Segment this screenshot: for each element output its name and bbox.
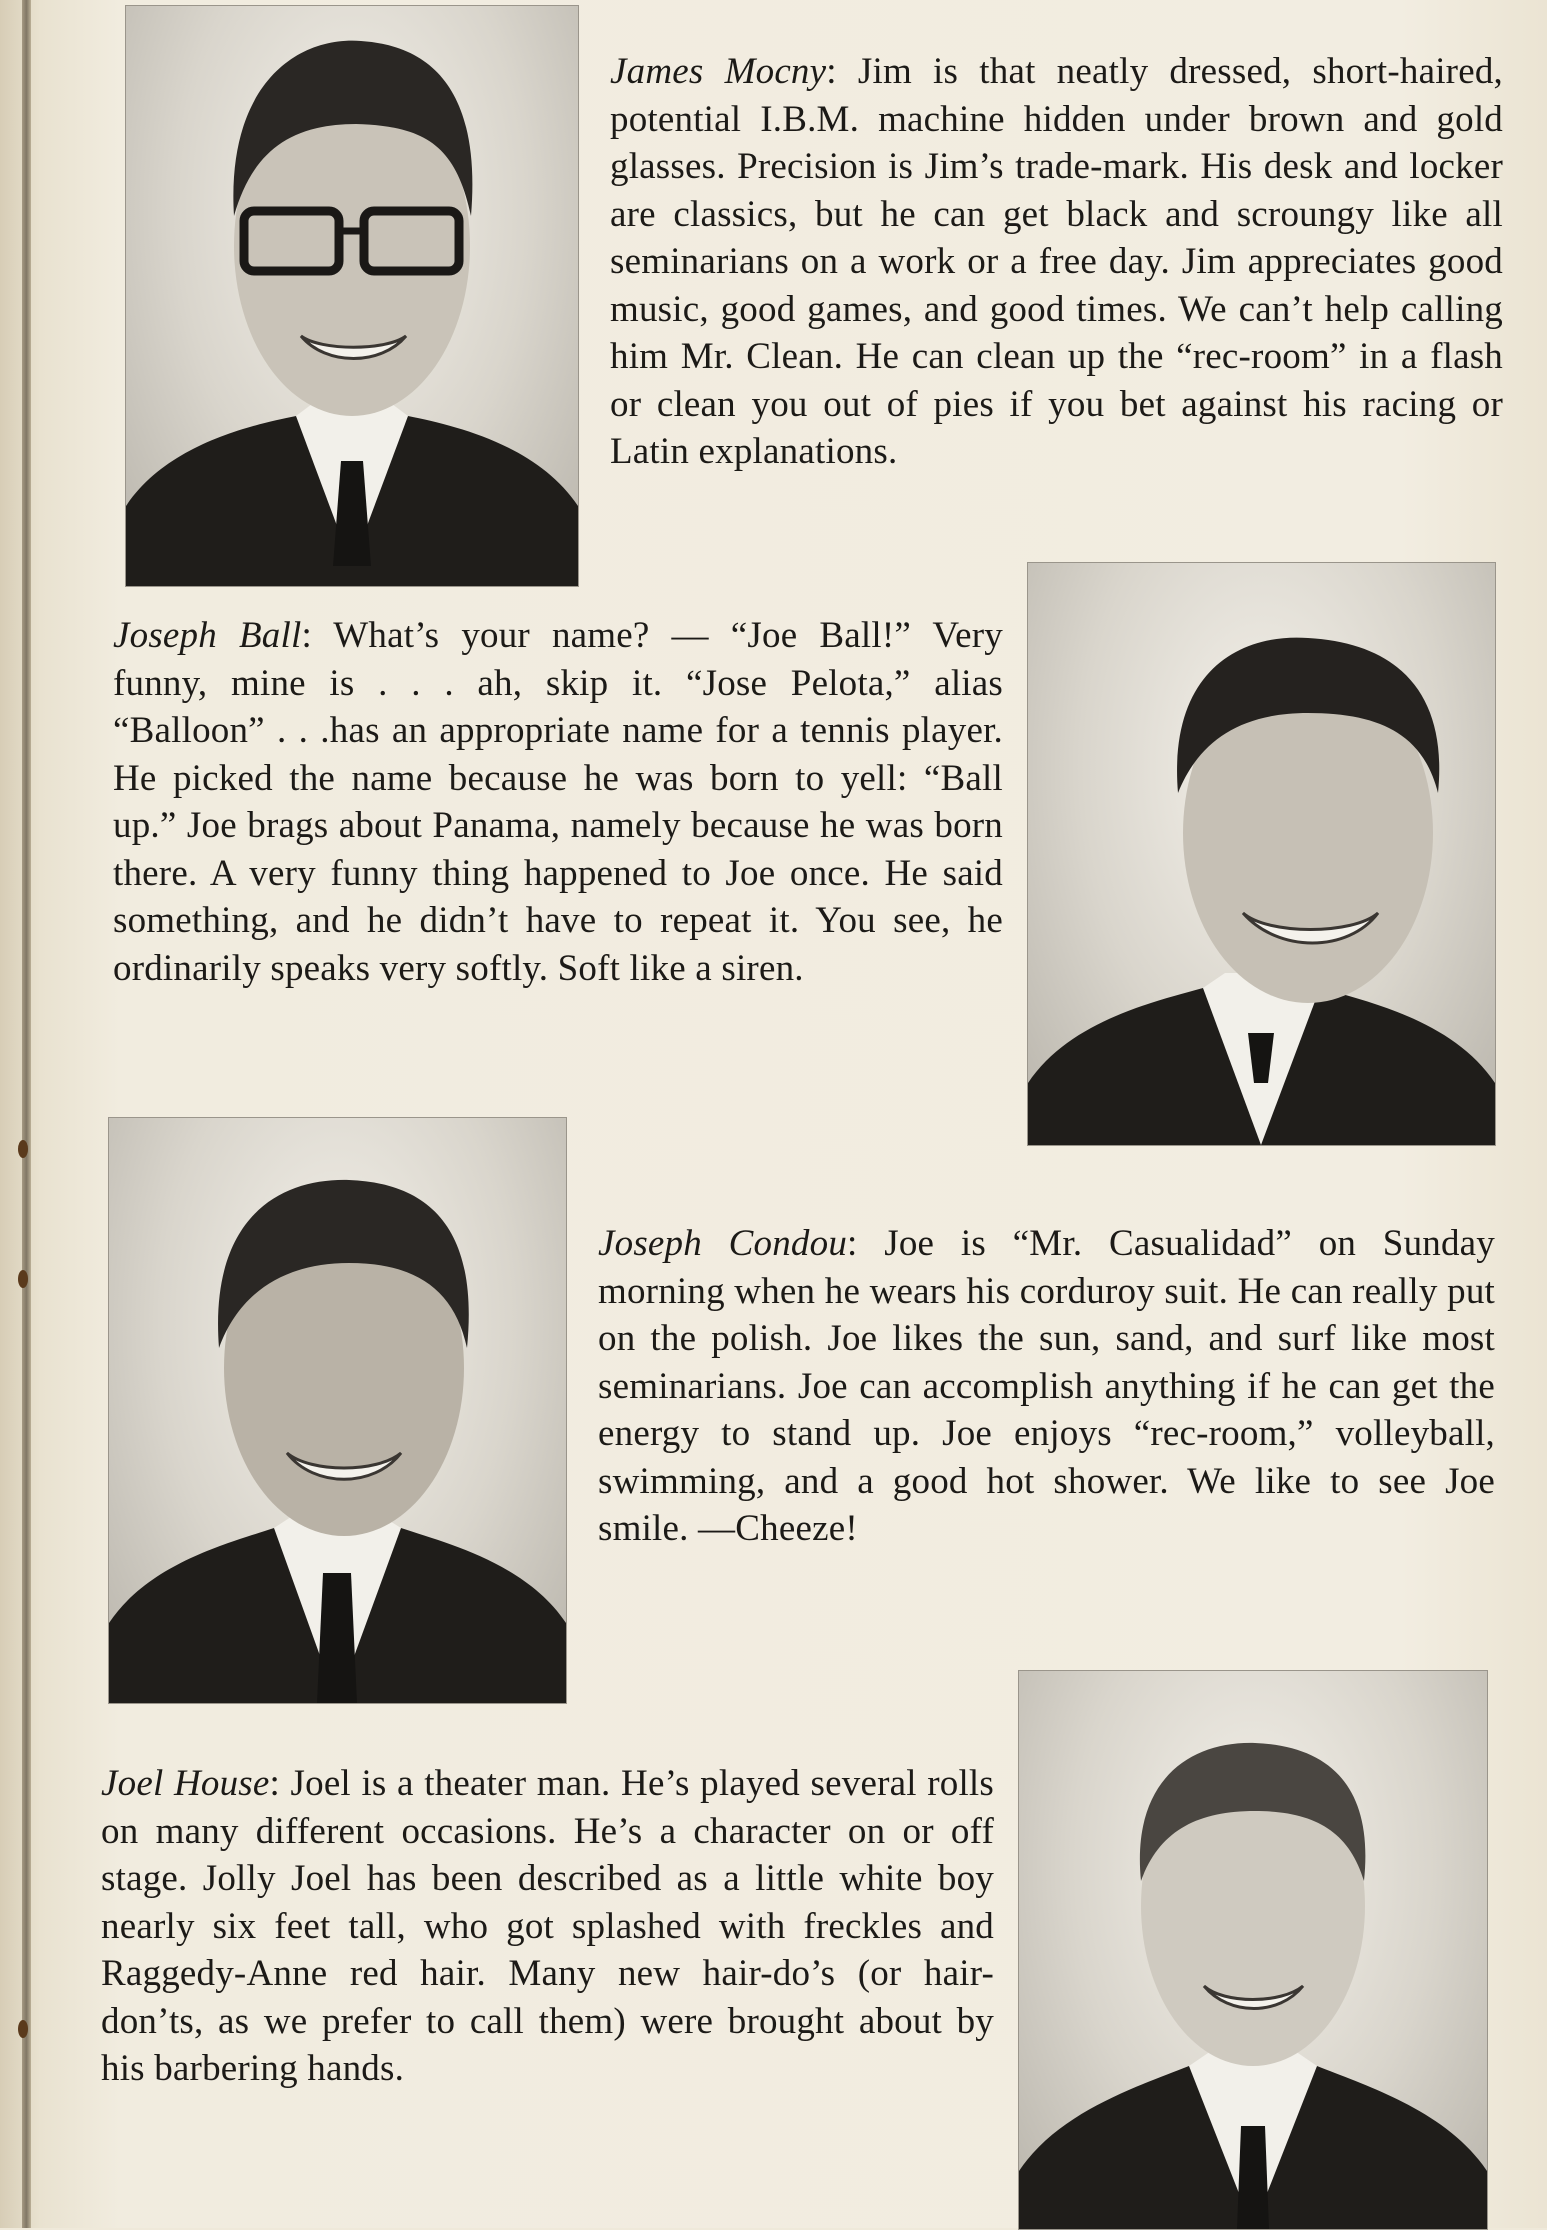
bio-name: James Mocny: [610, 51, 827, 92]
portrait-photo-joseph-condou: [108, 1117, 567, 1704]
portrait-photo-james-mocny: [125, 5, 579, 587]
portrait-silhouette: [1019, 1671, 1487, 2229]
bio-text: Jim is that neatly dressed, short-haired, potential I.B.M. machine hidden under brown and gold glasses. Precision is Jim’s trade-mark. His desk and locker are classics, but he can get black and scroungy like all seminarians on a work or a free day. Jim appreciates good music, good games, and good times. We can’t help calling him Mr. Clean. He can clean up the “rec-room” in a flash or clean you out of pies if you bet against his racing or Latin explanations.: [610, 51, 1503, 472]
bio-name: Joseph Condou: [598, 1223, 848, 1264]
bio-text: What’s your name? — “Joe Ball!” Very funny, mine is . . . ah, skip it. “Jose Pelota,” alias “Balloon” . . .has an appropriate name for a tennis player. He picked the name because he was born to yell: “Ball up.” Joe brags about Panama, namely because he was born there. A very funny thing happened to Joe once. He said something, and he didn’t have to repeat it. You see, he ordinarily speaks very softly. Soft like a siren.: [113, 615, 1003, 989]
portrait-silhouette: [1028, 563, 1495, 1145]
portrait-silhouette: [126, 6, 578, 586]
portrait-photo-joel-house: [1018, 1670, 1488, 2230]
binding-staple-mark: [18, 1270, 28, 1288]
page-binding: [22, 0, 31, 2228]
bio-name: Joseph Ball: [113, 615, 302, 656]
bio-joel-house: Joel House: Joel is a theater man. He’s played several rolls on many different occasions. He’s a character on or off stage. Jolly Joel has been described as a little white boy nearly six feet tall, who got splashed with freckles and Raggedy-Anne red hair. Many new hair-do’s (or hair-don’ts, as we prefer to call them) were brought about by his barbering hands.: [101, 1763, 994, 2089]
bio-text: Joel is a theater man. He’s played several rolls on many different occasions. He’s a character on or off stage. Jolly Joel has been described as a little white boy nearly six feet tall, who got splashed with freckles and Raggedy-Anne red hair. Many new hair-do’s (or hair-don’ts, as we prefer to call them) were brought about by his barbering hands.: [101, 1763, 994, 2089]
bio-joseph-condou: Joseph Condou: Joe is “Mr. Casualidad” on Sunday morning when he wears his corduroy suit. He can really put on the polish. Joe likes the sun, sand, and surf like most seminarians. Joe can accomplish anything if he can get the energy to stand up. Joe enjoys “rec-room,” volleyball, swimming, and a good hot shower. We like to see Joe smile. —Cheeze!: [598, 1223, 1495, 1549]
bio-james-mocny: James Mocny: Jim is that neatly dressed, short-haired, potential I.B.M. machine hidden under brown and gold glasses. Precision is Jim’s trade-mark. His desk and locker are classics, but he can get black and scroungy like all seminarians on a work or a free day. Jim appreciates good music, good games, and good times. We can’t help calling him Mr. Clean. He can clean up the “rec-room” in a flash or clean you out of pies if you bet against his racing or Latin explanations.: [610, 51, 1503, 472]
portrait-photo-joseph-ball: [1027, 562, 1496, 1146]
binding-staple-mark: [18, 2020, 28, 2038]
bio-name: Joel House: [101, 1763, 270, 1804]
bio-joseph-ball: Joseph Ball: What’s your name? — “Joe Ball!” Very funny, mine is . . . ah, skip it. “Jose Pelota,” alias “Balloon” . . .has an appropriate name for a tennis player. He picked the name because he was born to yell: “Ball up.” Joe brags about Panama, namely because he was born there. A very funny thing happened to Joe once. He said something, and he didn’t have to repeat it. You see, he ordinarily speaks very softly. Soft like a siren.: [113, 615, 1003, 989]
portrait-silhouette: [109, 1118, 566, 1703]
binding-staple-mark: [18, 1140, 28, 1158]
bio-text: Joe is “Mr. Casualidad” on Sunday morning when he wears his corduroy suit. He can really put on the polish. Joe likes the sun, sand, and surf like most seminarians. Joe can accomplish anything if he can get the energy to stand up. Joe enjoys “rec-room,” volleyball, swimming, and a good hot shower. We like to see Joe smile. —Cheeze!: [598, 1223, 1495, 1549]
